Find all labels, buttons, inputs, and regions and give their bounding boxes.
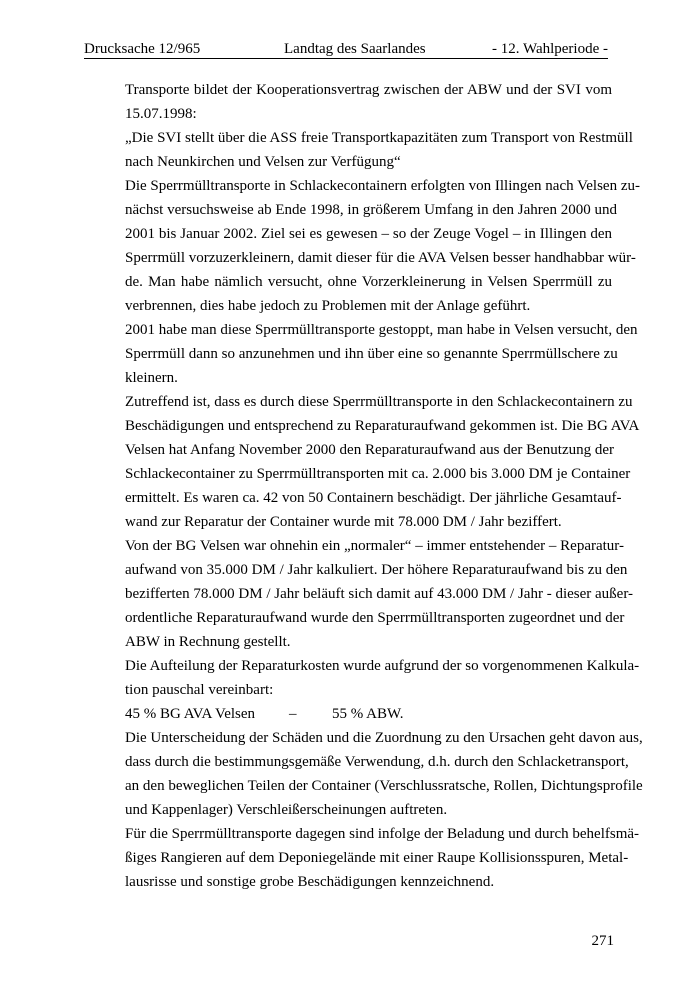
text-line: lausrisse und sonstige grobe Beschädigungen kennzeichnend. (125, 874, 495, 890)
text-line: nach Neunkirchen und Velsen zur Verfügung“ (125, 154, 401, 170)
text-line: dass durch die bestimmungsgemäße Verwendung, d.h. durch den Schlacketransport, (125, 754, 629, 770)
cost-split-dash: – (289, 706, 297, 722)
cost-split-left: 45 % BG AVA Velsen (125, 706, 256, 722)
text-line: ermittelt. Es waren ca. 42 von 50 Containern beschädigt. Der jährliche Gesamtauf- (125, 490, 622, 506)
text-line: Transporte bildet der Kooperationsvertrag zwischen der ABW und der SVI vom (125, 82, 612, 98)
text-line: bezifferten 78.000 DM / Jahr beläuft sich damit auf 43.000 DM / Jahr - dieser außer- (125, 586, 634, 602)
text-line: an den beweglichen Teilen der Container (Verschlussratsche, Rollen, Dichtungsprofile (125, 778, 643, 794)
text-line: Schlackecontainer zu Sperrmülltransporten mit ca. 2.000 bis 3.000 DM je Container (125, 466, 631, 482)
text-line: ßiges Rangieren auf dem Deponiegelände mit einer Raupe Kollisionsspuren, Metal- (125, 850, 629, 866)
text-line: Für die Sperrmülltransporte dagegen sind infolge der Beladung und durch behelfsmä- (125, 826, 640, 842)
text-line: Die Unterscheidung der Schäden und die Zuordnung zu den Ursachen geht davon aus, (125, 730, 643, 746)
text-line: Sperrmüll dann so anzunehmen und ihn über eine so genannte Sperrmüllschere zu (125, 346, 618, 362)
text-line: tion pauschal vereinbart: (125, 682, 274, 698)
text-line: Sperrmüll vorzuzerkleinern, damit dieser für die AVA Velsen besser handhabbar wür- (125, 250, 636, 266)
text-line: ordentliche Reparaturaufwand wurde den Sperrmülltransporten zugeordnet und der (125, 610, 625, 626)
text-line: ABW in Rechnung gestellt. (125, 634, 291, 650)
text-line: de. Man habe nämlich versucht, ohne Vorzerkleinerung in Velsen Sperrmüll zu (125, 274, 612, 290)
page-number: 271 (591, 933, 614, 949)
text-line: Velsen hat Anfang November 2000 den Reparaturaufwand aus der Benutzung der (125, 442, 615, 458)
page-header (84, 38, 608, 59)
text-line: und Kappenlager) Verschleißerscheinungen auftreten. (125, 802, 448, 818)
text-line: 2001 bis Januar 2002. Ziel sei es gewesen – so der Zeuge Vogel – in Illingen den (125, 226, 612, 242)
text-line: 15.07.1998: (125, 106, 197, 122)
text-line: Von der BG Velsen war ohnehin ein „normaler“ – immer entstehender – Reparatur- (125, 538, 624, 554)
header-parliament: Landtag des Saarlandes (284, 41, 426, 57)
text-line: Zutreffend ist, dass es durch diese Sperrmülltransporte in den Schlackecontainern zu (125, 394, 633, 410)
cost-split-right: 55 % ABW. (332, 706, 404, 722)
text-line: wand zur Reparatur der Container wurde mit 78.000 DM / Jahr beziffert. (125, 514, 562, 530)
text-line: aufwand von 35.000 DM / Jahr kalkuliert. Der höhere Reparaturaufwand bis zu den (125, 562, 628, 578)
header-legislative-period: - 12. Wahlperiode - (492, 41, 608, 57)
text-line: Die Aufteilung der Reparaturkosten wurde aufgrund der so vorgenommenen Kalkula- (125, 658, 640, 674)
text-line: kleinern. (125, 370, 178, 386)
text-line: „Die SVI stellt über die ASS freie Transportkapazitäten zum Transport von Restmüll (125, 130, 633, 146)
header-document-number: Drucksache 12/965 (84, 41, 201, 57)
text-line: Beschädigungen und entsprechend zu Reparaturaufwand gekommen ist. Die BG AVA (125, 418, 640, 434)
text-line: Die Sperrmülltransporte in Schlackecontainern erfolgten von Illingen nach Velsen zu- (125, 178, 640, 194)
text-line: verbrennen, dies habe jedoch zu Problemen mit der Anlage geführt. (125, 298, 531, 314)
text-line: nächst versuchsweise ab Ende 1998, in größerem Umfang in den Jahren 2000 und (125, 202, 617, 218)
text-line: 2001 habe man diese Sperrmülltransporte gestoppt, man habe in Velsen versucht, den (125, 322, 638, 338)
